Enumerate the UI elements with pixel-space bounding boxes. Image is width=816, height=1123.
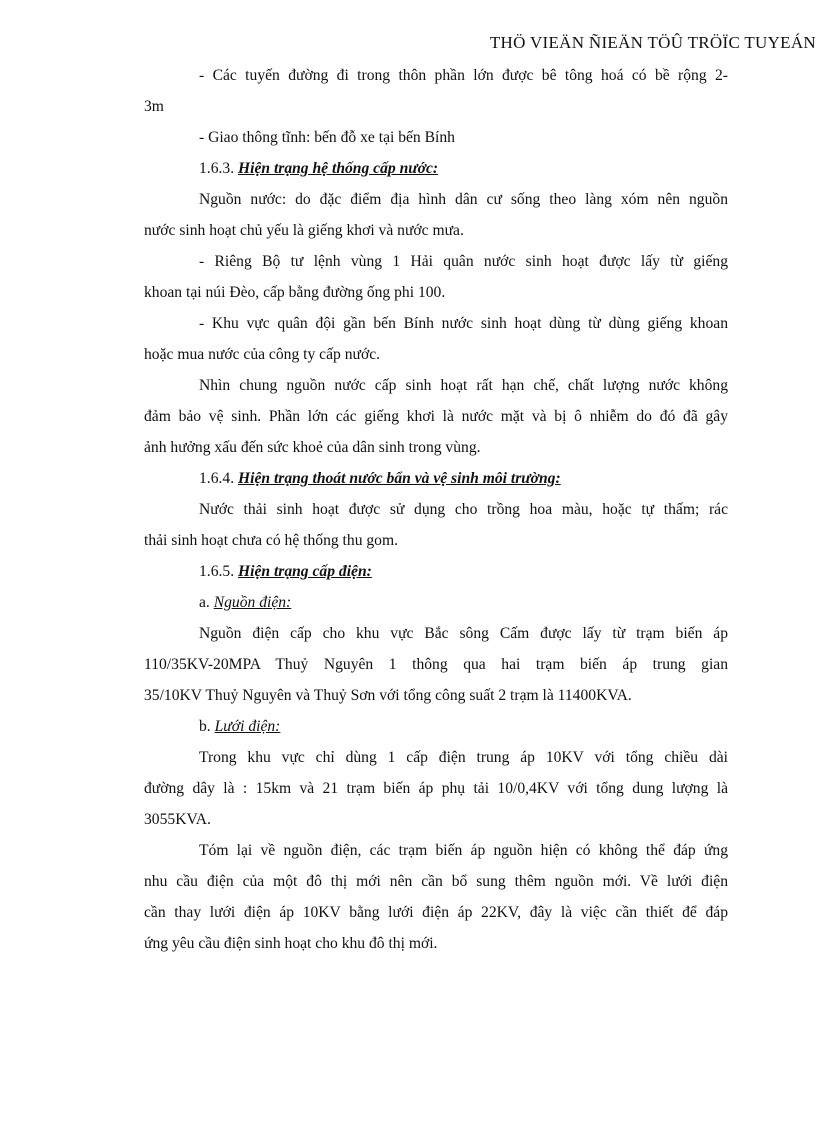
- paragraph-line: khoan tại núi Đèo, cấp bằng đường ống phi 100.: [144, 284, 446, 301]
- paragraph-line: Nhìn chung nguồn nước cấp sinh hoạt rất hạn chế, chất lượng nước không: [199, 377, 728, 394]
- paragraph-line: Trong khu vực chỉ dùng 1 cấp điện trung áp 10KV với tổng chiều dài: [199, 749, 728, 766]
- paragraph-line: 3m: [144, 98, 164, 115]
- paragraph-line: Nguồn điện cấp cho khu vực Bắc sông Cấm được lấy từ trạm biến áp: [199, 625, 728, 642]
- paragraph-line: - Khu vực quân đội gần bến Bính nước sinh hoạt dùng từ dùng giếng khoan: [199, 315, 728, 332]
- heading-title: Hiện trạng thoát nước bẩn và vệ sinh môi trường:: [237, 470, 561, 487]
- site-header-title: THÖ VIEÄN ÑIEÄN TÖÛ TRÖÏC TUYEÁN: [489, 33, 816, 52]
- paragraph-line: Nguồn nước: do đặc điểm địa hình dân cư sống theo làng xóm nên nguồn: [199, 191, 728, 208]
- paragraph-line: thải sinh hoạt chưa có hệ thống thu gom.: [144, 532, 399, 549]
- document-body: [144, 60, 728, 959]
- paragraph-line: 110/35KV-20MPA Thuỷ Nguyên 1 thông qua hai trạm biến áp trung gian: [144, 656, 728, 673]
- heading-title: Lưới điện:: [214, 718, 281, 735]
- heading-number: 1.6.3.: [199, 160, 238, 177]
- heading-number: 1.6.4.: [199, 470, 238, 487]
- heading-title: Hiện trạng hệ thống cấp nước:: [237, 160, 439, 177]
- paragraph-line: - Riêng Bộ tư lệnh vùng 1 Hải quân nước sinh hoạt được lấy từ giếng: [199, 253, 728, 270]
- paragraph-line: 3055KVA.: [144, 811, 211, 828]
- paragraph-line: cần thay lưới điện áp 10KV bằng lưới điện áp 22KV, đây là việc cần thiết để đáp: [144, 904, 728, 921]
- paragraph-line: nước sinh hoạt chủ yếu là giếng khơi và nước mưa.: [144, 222, 464, 239]
- paragraph-line: ứng yêu cầu điện sinh hoạt cho khu đô thị mới.: [144, 935, 438, 952]
- section-heading: [144, 556, 728, 587]
- section-heading: [144, 153, 728, 184]
- subsection-heading: [144, 711, 728, 742]
- section-heading: [144, 463, 728, 494]
- paragraph-line: đường dây là : 15km và 21 trạm biến áp phụ tải 10/0,4KV với tổng dung lượng là: [144, 780, 728, 797]
- heading-number: 1.6.5.: [199, 563, 238, 580]
- paragraph-line: ảnh hưởng xấu đến sức khoẻ của dân sinh trong vùng.: [144, 439, 481, 456]
- paragraph-line: đảm bảo vệ sinh. Phần lớn các giếng khơi là nước mặt và bị ô nhiễm do đó đã gây: [144, 408, 728, 425]
- paragraph-line: Nước thải sinh hoạt được sử dụng cho trồng hoa màu, hoặc tự thấm; rác: [199, 501, 728, 518]
- subsection-heading: [144, 587, 728, 618]
- paragraph-line: Tóm lại về nguồn điện, các trạm biến áp nguồn hiện có không thể đáp ứng: [199, 842, 728, 859]
- paragraph-line: - Các tuyến đường đi trong thôn phần lớn được bê tông hoá có bề rộng 2-: [199, 67, 728, 84]
- paragraph-line: - Giao thông tĩnh: bến đỗ xe tại bến Bính: [199, 129, 455, 146]
- heading-title: Hiện trạng cấp điện:: [237, 563, 372, 580]
- paragraph-line: hoặc mua nước của công ty cấp nước.: [144, 346, 381, 363]
- paragraph-line: 35/10KV Thuỷ Nguyên và Thuỷ Sơn với tổng công suất 2 trạm là 11400KVA.: [144, 687, 632, 704]
- paragraph-line: nhu cầu điện của một đô thị mới nên cần bổ sung thêm nguồn mới. Về lưới điện: [144, 873, 728, 890]
- heading-title: Nguồn điện:: [213, 594, 292, 611]
- heading-number: a.: [199, 594, 214, 611]
- heading-number: b.: [199, 718, 215, 735]
